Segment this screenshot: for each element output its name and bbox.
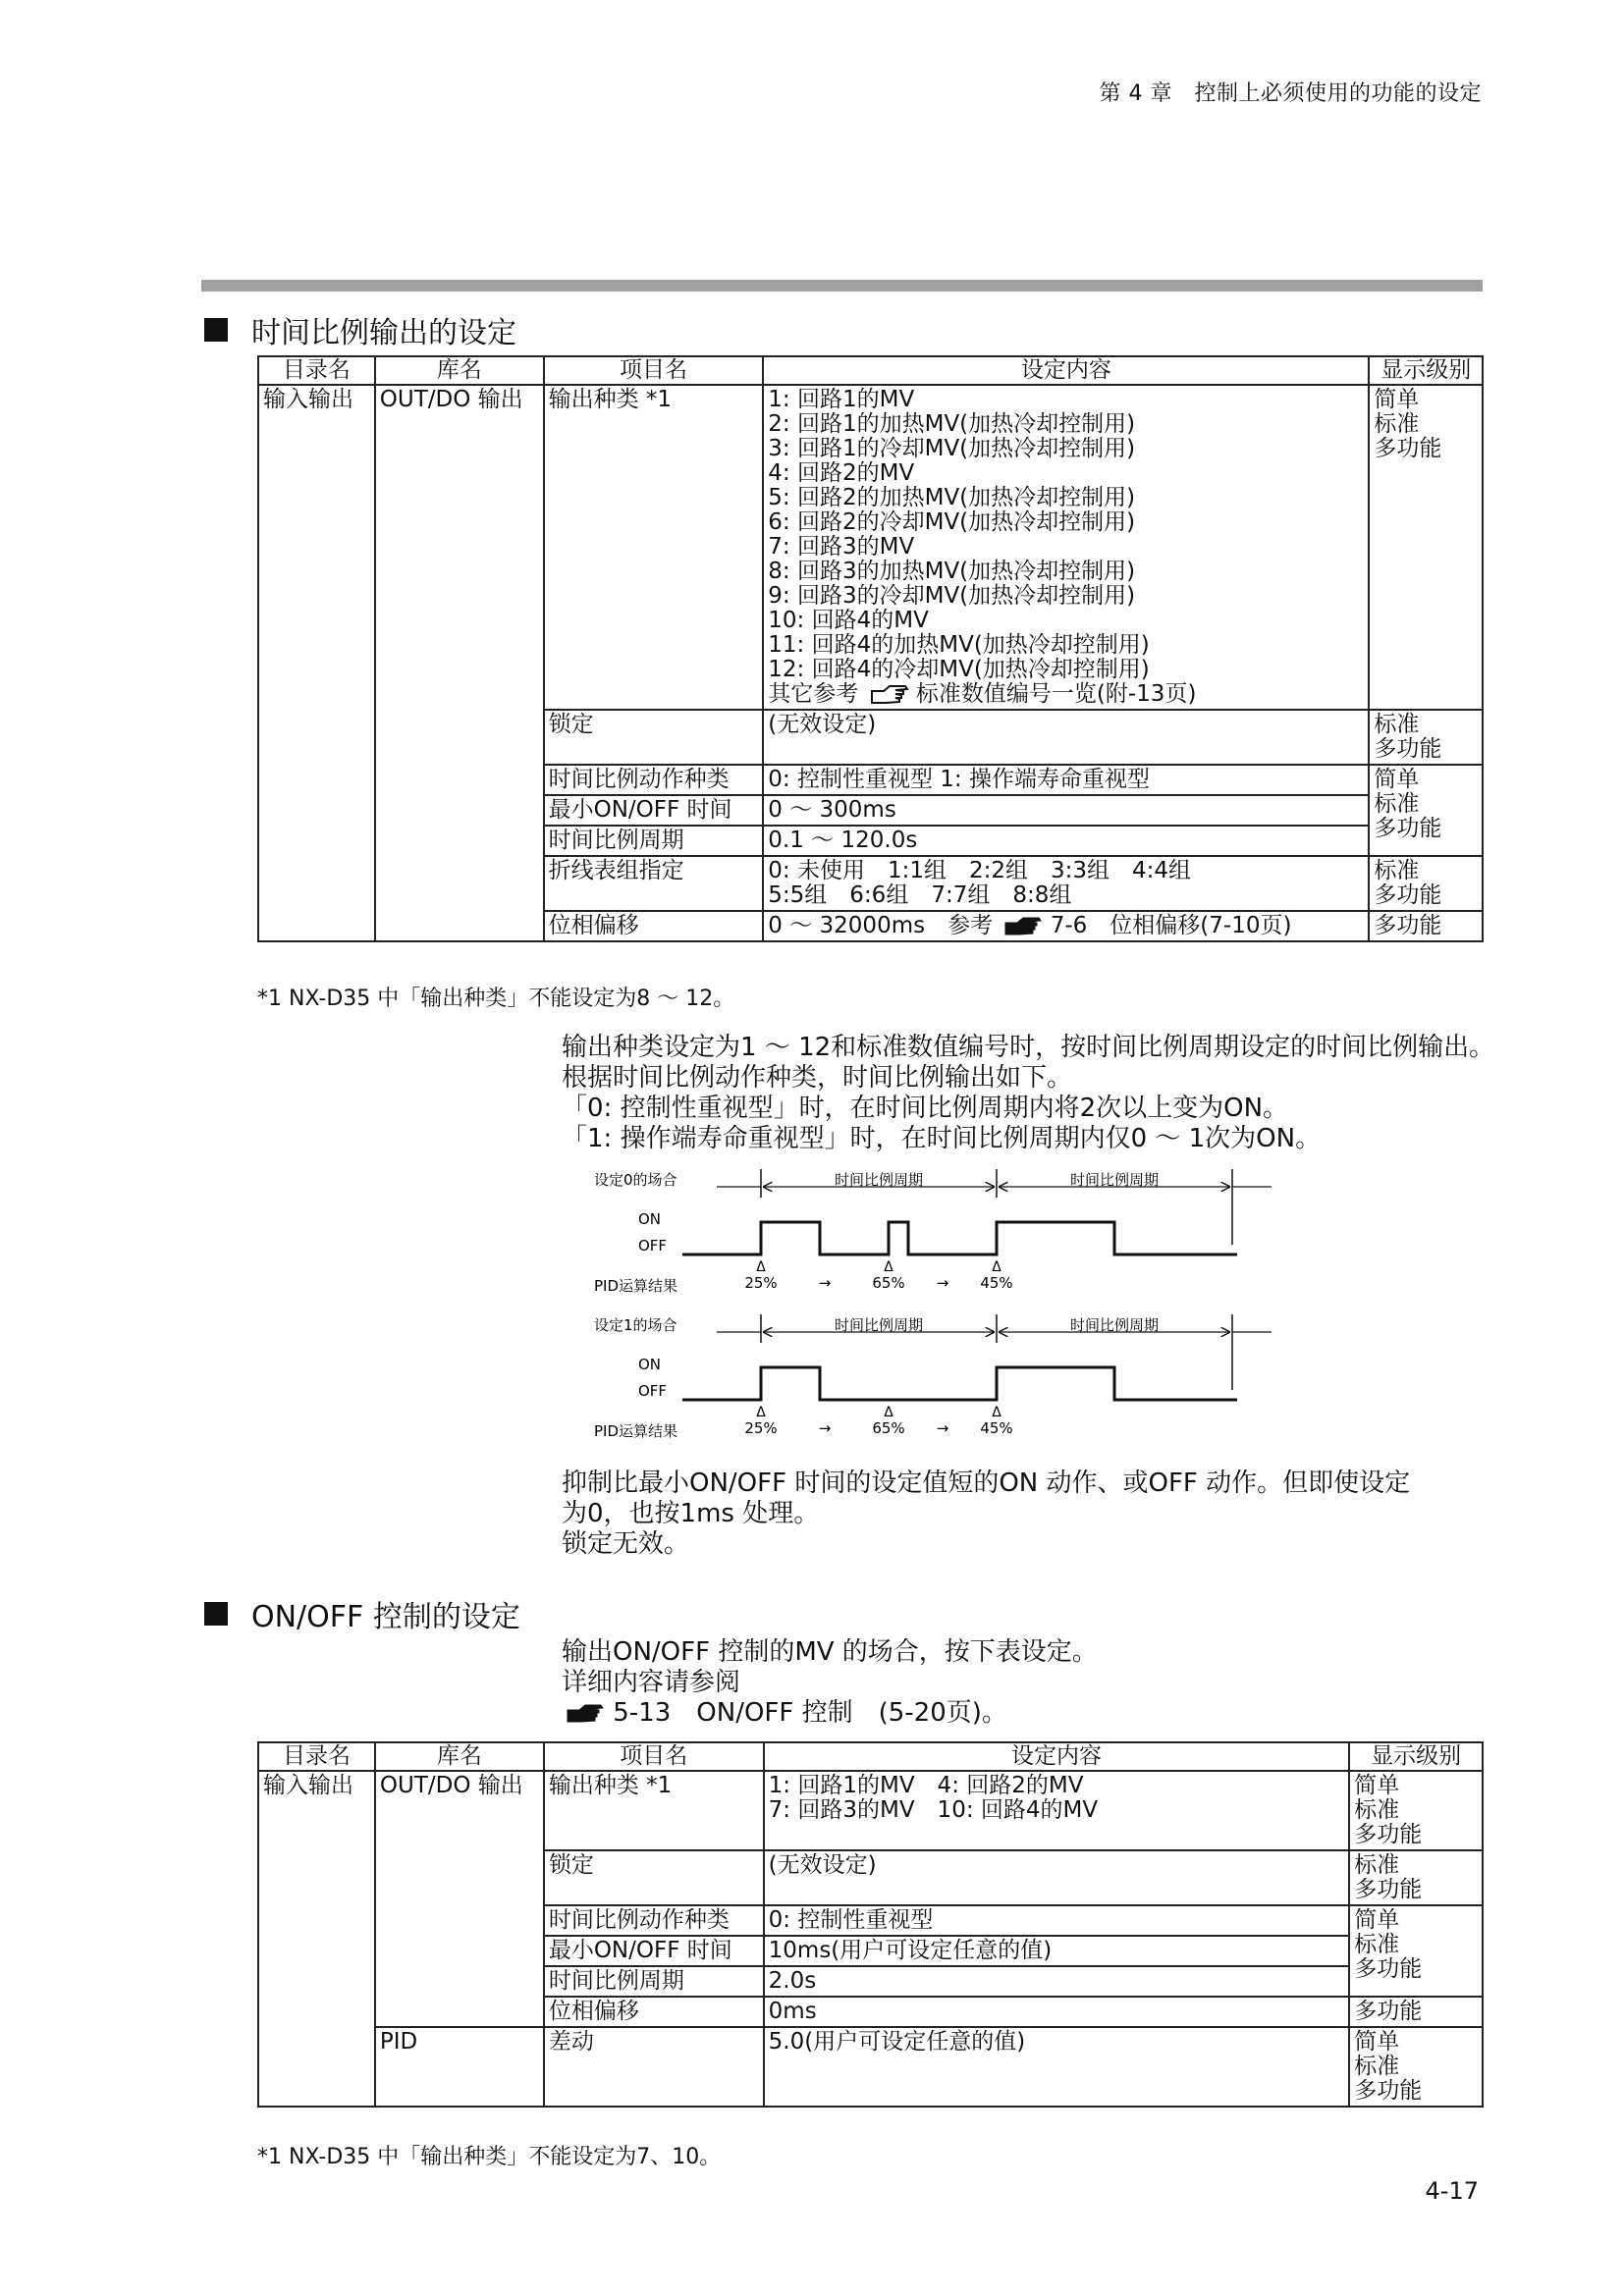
timing-diagram [579,1168,1286,1453]
svg-text:→: → [818,1419,832,1437]
setting-cell: 0.1 ～ 120.0s [763,826,1369,856]
level-cell: 简单 标准 多功能 [1349,1905,1483,1997]
item-cell: 锁定 [544,710,764,765]
section2-title [204,1592,520,1635]
item-cell: 最小ON/OFF 时间 [544,795,764,826]
note-paragraph: 抑制比最小ON/OFF 时间的设定值短的ON 动作、或OFF 动作。但即使设定 为0，也按1ms 处理。 锁定无效。 [562,1468,1411,1559]
col-header-level: 显示级别 [1369,356,1483,385]
category-cell: 输入输出 [258,385,375,941]
svg-text:Δ: Δ [756,1405,766,1420]
svg-text:→: → [936,1274,949,1292]
off-label: OFF [638,1237,668,1255]
panel-label: 设定0的场合 [594,1171,677,1189]
onoff-control-table [257,1741,1484,2108]
setting-cell: 5.0(用户可设定任意的值) [764,2027,1350,2107]
chapter-header: 第 4 章 控制上必须使用的功能的设定 [1099,81,1482,106]
svg-text:Δ: Δ [992,1405,1001,1420]
setting-cell: (无效设定) [763,710,1369,765]
section-divider [201,280,1483,292]
level-cell: 简单 标准 多功能 [1349,2027,1483,2107]
item-cell: 位相偏移 [544,911,764,941]
svg-text:Δ: Δ [756,1259,766,1275]
col-header-library: 库名 [375,356,544,385]
pid-label: PID运算结果 [594,1277,678,1295]
pointing-hand-icon [866,683,909,707]
library-cell: PID [375,2027,544,2107]
item-cell: 时间比例周期 [544,826,764,856]
pid-label: PID运算结果 [594,1422,678,1440]
svg-text:→: → [818,1274,832,1292]
section2-title-text: ON/OFF 控制的设定 [251,1600,520,1634]
setting-cell: (无效设定) [764,1850,1350,1905]
level-cell: 简单 标准 多功能 [1369,765,1483,856]
level-cell: 标准 多功能 [1369,710,1483,765]
table-row [258,385,1483,710]
off-label: OFF [638,1382,668,1400]
on-off-waveform [682,1222,1237,1255]
pointing-hand-icon [562,1702,605,1726]
section-bullet [204,318,228,342]
col-header-category: 目录名 [258,356,375,385]
footnote-1: *1 NX-D35 中「输出种类」不能设定为8 ～ 12。 [257,987,735,1011]
pid-value: 25% [744,1419,778,1437]
setting-cell: 1: 回路1的MV 2: 回路1的加热MV(加热冷却控制用) 3: 回路1的冷却MV(加热冷却控制用) 4: 回路2的MV 5: 回路2的加热MV(加热冷却控制用) 6: 回路2的冷却MV(加热冷却控制用) 7: 回路3的MV 8: 回路3的加热MV(加热冷却控制用) 9: 回路3的冷却MV(加热冷却控制用) 10: 回路4的MV 11: 回路4的加热MV(加热冷却控制用) 12: 回路4的冷却MV(加热冷却控制用) 其它参考 标准数值编号一览(附-13页) [763,385,1369,710]
pointing-hand-icon [1000,915,1043,938]
onoff-reference-link[interactable]: 5-13 ON/OFF 控制 (5-20页)。 [613,1698,1007,1728]
pid-value: 65% [872,1274,905,1292]
svg-text:→: → [936,1419,949,1437]
setting-cell: 2.0s [764,1966,1350,1997]
pid-value: 65% [872,1419,905,1437]
setting-cell: 0ms [764,1997,1350,2027]
library-cell: OUT/DO 输出 [375,385,544,941]
item-cell: 时间比例动作种类 [544,1905,764,1936]
col-header-setting: 设定内容 [763,356,1369,385]
pid-value: 45% [980,1419,1013,1437]
period-label: 时间比例周期 [1069,1171,1160,1189]
pid-value: 25% [744,1274,778,1292]
setting-cell: 0: 控制性重视型 1: 操作端寿命重视型 [763,765,1369,795]
svg-text:Δ: Δ [884,1259,893,1275]
item-cell: 输出种类 *1 [544,385,764,710]
period-label: 时间比例周期 [834,1171,924,1189]
time-proportional-table [257,355,1484,942]
panel-label: 设定1的场合 [594,1316,677,1334]
setting-cell: 1: 回路1的MV 4: 回路2的MV 7: 回路3的MV 10: 回路4的MV [764,1771,1350,1850]
item-cell: 时间比例动作种类 [544,765,764,795]
on-label: ON [638,1356,662,1373]
col-header-category: 目录名 [258,1742,375,1771]
col-header-level: 显示级别 [1349,1742,1483,1771]
col-header-setting: 设定内容 [764,1742,1350,1771]
category-cell: 输入输出 [258,1771,375,2107]
item-cell: 折线表组指定 [544,856,764,911]
item-cell: 差动 [544,2027,764,2107]
setting-cell: 0 ～ 300ms [763,795,1369,826]
on-off-waveform [682,1367,1237,1400]
page-number: 4-17 [1425,2177,1479,2205]
item-cell: 最小ON/OFF 时间 [544,1936,764,1966]
table-header-row [258,1742,1483,1771]
col-header-item: 项目名 [544,1742,764,1771]
svg-text:Δ: Δ [992,1259,1001,1275]
section1-title [204,308,516,351]
level-cell: 标准 多功能 [1349,1850,1483,1905]
table-row [258,1771,1483,1850]
footnote-2: *1 NX-D35 中「输出种类」不能设定为7、10。 [257,2145,722,2169]
item-cell: 输出种类 *1 [544,1771,764,1850]
library-cell: OUT/DO 输出 [375,1771,544,2027]
level-cell: 多功能 [1369,911,1483,941]
section-bullet [204,1602,228,1626]
setting-cell: 0: 控制性重视型 [764,1905,1350,1936]
level-cell: 简单 标准 多功能 [1349,1771,1483,1850]
col-header-item: 项目名 [544,356,764,385]
period-label: 时间比例周期 [834,1316,924,1334]
item-cell: 位相偏移 [544,1997,764,2027]
item-cell: 锁定 [544,1850,764,1905]
setting-cell: 10ms(用户可设定任意的值) [764,1936,1350,1966]
on-label: ON [638,1210,662,1228]
timing-panel-setting0 [594,1169,1272,1295]
section1-title-text: 时间比例输出的设定 [251,316,516,350]
item-cell: 时间比例周期 [544,1966,764,1997]
pid-value: 45% [980,1274,1013,1292]
level-cell: 简单 标准 多功能 [1369,385,1483,710]
table-row [258,2027,1483,2107]
section2-intro: 输出ON/OFF 控制的MV 的场合，按下表设定。 详细内容请参阅 5-13 ON/OFF 控制 (5-20页)。 [562,1637,1098,1728]
setting-cell: 0 ～ 32000ms 参考 7-6 位相偏移(7-10页) [763,911,1369,941]
timing-panel-setting1 [594,1314,1272,1440]
col-header-library: 库名 [375,1742,544,1771]
level-cell: 标准 多功能 [1369,856,1483,911]
description-paragraph: 输出种类设定为1 ～ 12和标准数值编号时，按时间比例周期设定的时间比例输出。 根据时间比例动作种类，时间比例输出如下。 「0: 控制性重视型」时，在时间比例周期内将2次以上变为ON。 「1: 操作端寿命重视型」时，在时间比例周期内仅0 ～ 1次为ON。 [562,1033,1495,1153]
level-cell: 多功能 [1349,1997,1483,2027]
period-label: 时间比例周期 [1069,1316,1160,1334]
table-header-row [258,356,1483,385]
svg-text:Δ: Δ [884,1405,893,1420]
setting-cell: 0: 未使用 1:1组 2:2组 3:3组 4:4组 5:5组 6:6组 7:7组 8:8组 [763,856,1369,911]
